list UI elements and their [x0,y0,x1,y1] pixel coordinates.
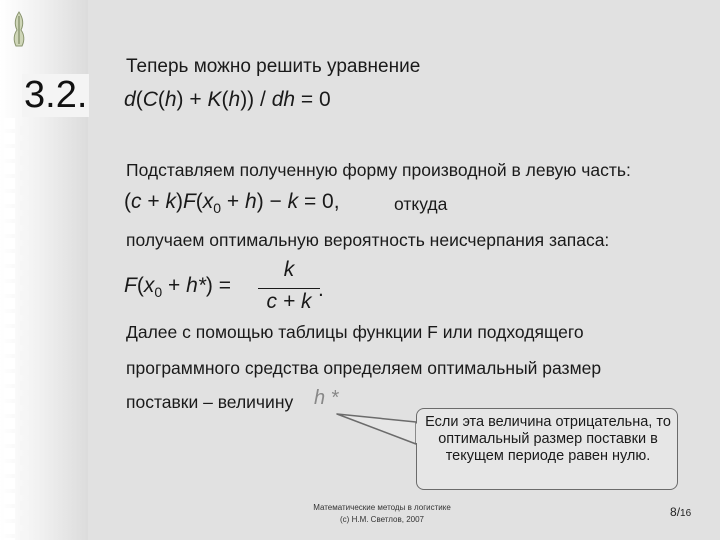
footer [300,502,464,526]
footer-copyright: (c) Н.М. Светлов, 2007 [340,515,424,524]
equation-derivative: d(C(h) + K(h)) / dh = 0 [124,88,331,111]
paragraph-method-line2: программного средства определяем оптимальный размер [126,358,602,378]
callout-text: Если эта величина отрицательна, то оптимальный размер поставки в текущем периоде равен нулю. [425,414,671,464]
paragraph-method-line3: поставки – величину [126,392,294,412]
page-total: 16 [680,508,692,519]
paragraph-method-line1: Далее с помощью таблицы функции F или подходящего [126,322,584,342]
slide-number: 3.2. [24,74,88,116]
equation-result-period: . [318,278,324,301]
equation-optimality-suffix: откуда [394,194,448,214]
paragraph-optimal-probability: получаем оптимальную вероятность неисчерпания запаса: [126,230,610,250]
page-separator: / [676,505,681,519]
fraction-numerator: k [283,258,295,281]
equation-optimality: $(c + k)F(x_0 + h) - k = 0$, [124,190,340,217]
paragraph-substitute: Подставляем полученную форму производной в левую часть: [126,160,631,180]
equation-result-lhs: $F(x_0 + h*)$ = [124,274,232,301]
page-current: 8 [670,505,677,519]
page-number [670,505,691,519]
slide-heading: Теперь можно решить уравнение [126,56,421,77]
footer-course: Математические методы в логистике [313,503,451,512]
fraction-denominator: c + k [266,290,312,313]
optimal-h-star: h * [314,387,339,409]
